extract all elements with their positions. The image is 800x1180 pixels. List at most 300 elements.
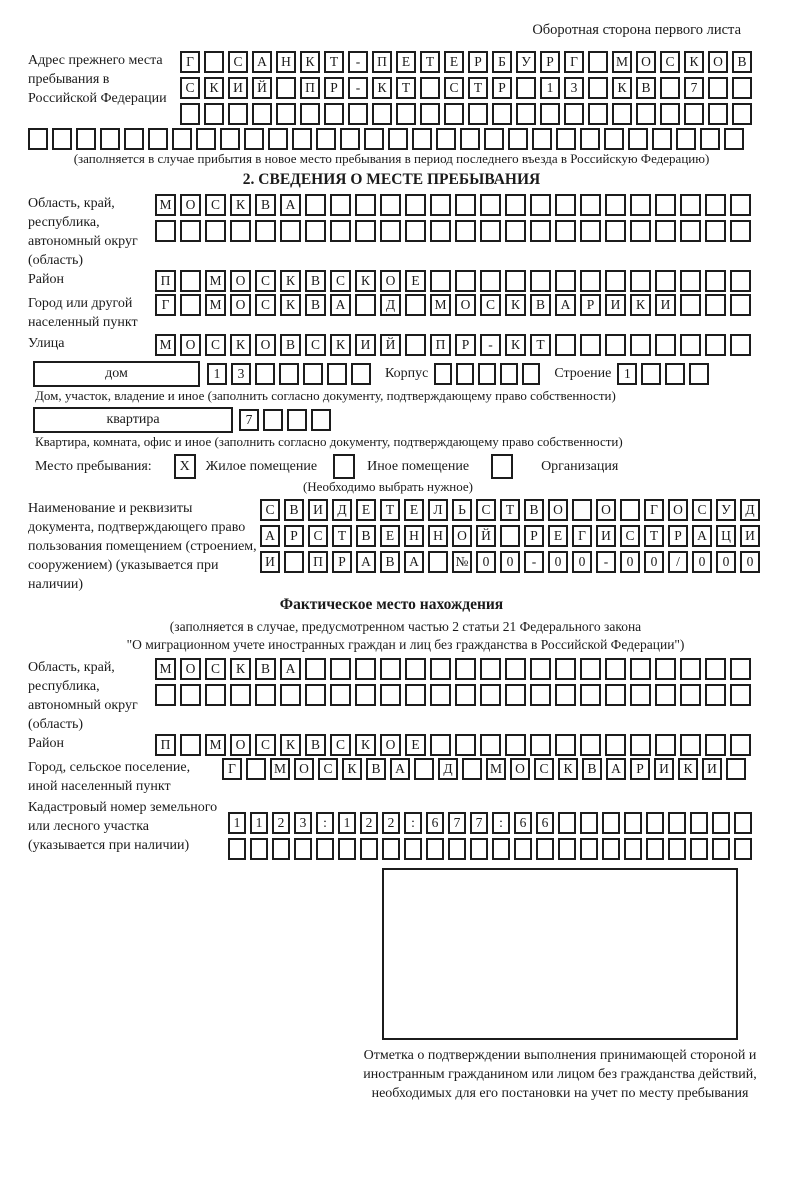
char-cell bbox=[311, 409, 331, 431]
char-cell bbox=[412, 128, 432, 150]
char-cell: Р bbox=[455, 334, 476, 356]
char-cell: С bbox=[476, 499, 496, 521]
fact-rayon-field bbox=[28, 734, 755, 756]
char-cell bbox=[660, 77, 680, 99]
char-cell: Ь bbox=[452, 499, 472, 521]
char-cell bbox=[500, 363, 518, 385]
char-cell: М bbox=[205, 270, 226, 292]
char-cell bbox=[505, 734, 526, 756]
char-cell bbox=[655, 220, 676, 242]
char-cell: М bbox=[612, 51, 632, 73]
char-cell: П bbox=[155, 270, 176, 292]
char-cell bbox=[220, 128, 240, 150]
char-cell bbox=[588, 103, 608, 125]
option-org-label: Организация bbox=[541, 458, 619, 474]
char-cell bbox=[605, 270, 626, 292]
char-cell bbox=[428, 551, 448, 573]
char-cell bbox=[730, 334, 751, 356]
char-cell: С bbox=[255, 734, 276, 756]
char-cell bbox=[605, 658, 626, 680]
char-cell: В bbox=[530, 294, 551, 316]
dom-box: дом bbox=[33, 361, 200, 387]
char-cell: С bbox=[255, 294, 276, 316]
oblast-field bbox=[28, 194, 755, 270]
char-cell bbox=[382, 838, 400, 860]
char-cell: 7 bbox=[684, 77, 704, 99]
char-cell: Г bbox=[644, 499, 664, 521]
char-cell: С bbox=[308, 525, 328, 547]
char-cell bbox=[300, 103, 320, 125]
char-cell bbox=[630, 684, 651, 706]
char-cell: 2 bbox=[360, 812, 378, 834]
char-cell bbox=[351, 363, 371, 385]
mesto-row bbox=[28, 454, 755, 479]
char-cell bbox=[646, 812, 664, 834]
char-cell bbox=[580, 838, 598, 860]
char-cell bbox=[646, 838, 664, 860]
char-cell bbox=[530, 194, 551, 216]
section2-title: 2. СВЕДЕНИЯ О МЕСТЕ ПРЕБЫВАНИЯ bbox=[242, 171, 541, 188]
char-cell bbox=[100, 128, 120, 150]
char-cell bbox=[434, 363, 452, 385]
char-cell: М bbox=[155, 334, 176, 356]
char-cell: В bbox=[366, 758, 386, 780]
char-cell bbox=[580, 684, 601, 706]
char-cell: М bbox=[270, 758, 290, 780]
char-cell: С bbox=[205, 194, 226, 216]
char-cell bbox=[605, 220, 626, 242]
char-cell bbox=[705, 658, 726, 680]
char-cell: 7 bbox=[448, 812, 466, 834]
char-cell: Е bbox=[444, 51, 464, 73]
char-cell bbox=[396, 103, 416, 125]
char-cell: 6 bbox=[514, 812, 532, 834]
fact-gorod-row bbox=[222, 758, 746, 780]
char-cell bbox=[605, 684, 626, 706]
char-cell: И bbox=[260, 551, 280, 573]
char-cell bbox=[530, 658, 551, 680]
char-cell: : bbox=[404, 812, 422, 834]
char-cell: - bbox=[480, 334, 501, 356]
prev-address-rows bbox=[180, 51, 752, 125]
char-cell bbox=[250, 838, 268, 860]
dom-cells bbox=[207, 363, 371, 385]
char-cell: Р bbox=[332, 551, 352, 573]
char-cell bbox=[712, 838, 730, 860]
kvartira-box: квартира bbox=[33, 407, 233, 433]
char-cell: И bbox=[228, 77, 248, 99]
kadastr-row-2 bbox=[228, 838, 752, 860]
char-cell bbox=[426, 838, 444, 860]
char-cell bbox=[364, 128, 384, 150]
char-cell bbox=[536, 838, 554, 860]
char-cell bbox=[420, 77, 440, 99]
char-cell: С bbox=[255, 270, 276, 292]
char-cell: Л bbox=[428, 499, 448, 521]
char-cell bbox=[430, 194, 451, 216]
char-cell bbox=[255, 684, 276, 706]
char-cell: И bbox=[355, 334, 376, 356]
char-cell: Т bbox=[396, 77, 416, 99]
char-cell bbox=[558, 812, 576, 834]
char-cell bbox=[505, 684, 526, 706]
char-cell: С bbox=[205, 658, 226, 680]
char-cell: С bbox=[260, 499, 280, 521]
char-cell bbox=[730, 194, 751, 216]
char-cell: Т bbox=[380, 499, 400, 521]
kadastr-label: Кадастровый номер земельного или лесного участка (указывается при наличии) bbox=[28, 800, 218, 853]
char-cell bbox=[330, 220, 351, 242]
doc-rows bbox=[260, 499, 760, 573]
char-cell: Е bbox=[380, 525, 400, 547]
char-cell: Р bbox=[284, 525, 304, 547]
char-cell bbox=[180, 270, 201, 292]
char-cell bbox=[430, 684, 451, 706]
char-cell: О bbox=[380, 734, 401, 756]
char-cell bbox=[690, 812, 708, 834]
char-cell: 0 bbox=[500, 551, 520, 573]
char-cell bbox=[456, 363, 474, 385]
char-cell bbox=[380, 194, 401, 216]
fact-rayon-row bbox=[155, 734, 751, 756]
char-cell: К bbox=[372, 77, 392, 99]
char-cell bbox=[272, 838, 290, 860]
char-cell bbox=[680, 734, 701, 756]
char-cell bbox=[580, 194, 601, 216]
char-cell bbox=[380, 658, 401, 680]
char-cell: 0 bbox=[572, 551, 592, 573]
char-cell bbox=[572, 499, 592, 521]
prev-address-note: (заполняется в случае прибытия в новое место пребывания в период последнего въезда в Российскую Федерацию) bbox=[73, 151, 710, 166]
char-cell bbox=[246, 758, 266, 780]
prev-address-label: Адрес прежнего места пребывания в Российской Федерации bbox=[28, 53, 167, 106]
char-cell: К bbox=[684, 51, 704, 73]
char-cell: А bbox=[280, 658, 301, 680]
char-cell bbox=[705, 294, 726, 316]
char-cell bbox=[655, 334, 676, 356]
checkbox-org bbox=[491, 454, 513, 479]
fact-oblast-row-1 bbox=[155, 658, 751, 680]
char-cell bbox=[605, 194, 626, 216]
char-cell: 2 bbox=[272, 812, 290, 834]
doc-field bbox=[28, 499, 755, 594]
prev-address-row-4 bbox=[28, 128, 755, 150]
char-cell bbox=[172, 128, 192, 150]
char-cell: 0 bbox=[644, 551, 664, 573]
char-cell: О bbox=[452, 525, 472, 547]
char-cell bbox=[330, 194, 351, 216]
fact-oblast-field bbox=[28, 658, 755, 734]
mesto-note: (Необходимо выбрать нужное) bbox=[302, 479, 474, 494]
char-cell: Е bbox=[548, 525, 568, 547]
kvartira-cells bbox=[239, 409, 331, 431]
char-cell bbox=[705, 270, 726, 292]
char-cell: Р bbox=[492, 77, 512, 99]
char-cell bbox=[676, 128, 696, 150]
fact-title: Фактическое место нахождения bbox=[279, 596, 504, 613]
char-cell: 0 bbox=[716, 551, 736, 573]
char-cell: В bbox=[284, 499, 304, 521]
char-cell bbox=[380, 684, 401, 706]
char-cell bbox=[455, 734, 476, 756]
char-cell: Р bbox=[580, 294, 601, 316]
char-cell bbox=[430, 270, 451, 292]
char-cell: В bbox=[380, 551, 400, 573]
ulitsa-label: Улица bbox=[28, 336, 65, 351]
rayon-field bbox=[28, 270, 755, 292]
char-cell bbox=[205, 220, 226, 242]
char-cell: В bbox=[636, 77, 656, 99]
char-cell: В bbox=[356, 525, 376, 547]
stroenie-label: Строение bbox=[554, 366, 612, 381]
char-cell bbox=[555, 194, 576, 216]
char-cell: С bbox=[305, 334, 326, 356]
char-cell: Т bbox=[324, 51, 344, 73]
char-cell bbox=[380, 220, 401, 242]
kvartira-note: Квартира, комната, офис и иное (заполнить согласно документу, подтверждающему право собственности) bbox=[35, 434, 623, 449]
char-cell: Д bbox=[332, 499, 352, 521]
char-cell: А bbox=[280, 194, 301, 216]
char-cell: А bbox=[356, 551, 376, 573]
char-cell bbox=[404, 838, 422, 860]
char-cell bbox=[455, 684, 476, 706]
char-cell bbox=[180, 220, 201, 242]
char-cell: 6 bbox=[536, 812, 554, 834]
char-cell: А bbox=[260, 525, 280, 547]
char-cell bbox=[655, 734, 676, 756]
char-cell bbox=[514, 838, 532, 860]
ulitsa-field bbox=[28, 334, 755, 356]
char-cell: А bbox=[606, 758, 626, 780]
char-cell: И bbox=[308, 499, 328, 521]
char-cell bbox=[263, 409, 283, 431]
char-cell: Н bbox=[428, 525, 448, 547]
char-cell bbox=[462, 758, 482, 780]
char-cell bbox=[255, 220, 276, 242]
char-cell bbox=[480, 734, 501, 756]
char-cell: Д bbox=[740, 499, 760, 521]
char-cell bbox=[641, 363, 661, 385]
char-cell bbox=[155, 684, 176, 706]
char-cell bbox=[555, 658, 576, 680]
rayon-label: Район bbox=[28, 272, 64, 287]
char-cell bbox=[28, 128, 48, 150]
char-cell bbox=[708, 77, 728, 99]
char-cell bbox=[605, 334, 626, 356]
char-cell bbox=[305, 194, 326, 216]
char-cell bbox=[630, 334, 651, 356]
char-cell: О bbox=[596, 499, 616, 521]
char-cell bbox=[530, 270, 551, 292]
char-cell bbox=[303, 363, 323, 385]
char-cell bbox=[630, 194, 651, 216]
char-cell: К bbox=[342, 758, 362, 780]
char-cell bbox=[280, 220, 301, 242]
char-cell bbox=[252, 103, 272, 125]
char-cell bbox=[680, 270, 701, 292]
char-cell bbox=[665, 363, 685, 385]
char-cell bbox=[205, 684, 226, 706]
char-cell bbox=[680, 684, 701, 706]
char-cell bbox=[430, 220, 451, 242]
char-cell bbox=[730, 220, 751, 242]
option-zhiloe-label: Жилое помещение bbox=[205, 458, 318, 474]
char-cell: К bbox=[355, 270, 376, 292]
char-cell: К bbox=[355, 734, 376, 756]
char-cell bbox=[605, 734, 626, 756]
char-cell: 1 bbox=[540, 77, 560, 99]
char-cell bbox=[624, 812, 642, 834]
doc-row-1 bbox=[260, 499, 760, 521]
char-cell: 7 bbox=[470, 812, 488, 834]
fact-oblast-row-2 bbox=[155, 684, 751, 706]
fact-gorod-field bbox=[28, 758, 755, 796]
gorod-label: Город или другой населенный пункт bbox=[28, 296, 138, 330]
char-cell: Й bbox=[476, 525, 496, 547]
char-cell bbox=[636, 103, 656, 125]
char-cell bbox=[305, 658, 326, 680]
char-cell: № bbox=[452, 551, 472, 573]
char-cell: 2 bbox=[382, 812, 400, 834]
char-cell bbox=[52, 128, 72, 150]
char-cell: С bbox=[330, 734, 351, 756]
char-cell bbox=[668, 838, 686, 860]
char-cell: К bbox=[280, 734, 301, 756]
char-cell bbox=[530, 684, 551, 706]
char-cell bbox=[555, 220, 576, 242]
char-cell: Р bbox=[668, 525, 688, 547]
char-cell: И bbox=[654, 758, 674, 780]
char-cell bbox=[204, 51, 224, 73]
kadastr-rows bbox=[228, 812, 752, 860]
char-cell bbox=[180, 294, 201, 316]
char-cell: П bbox=[300, 77, 320, 99]
char-cell bbox=[228, 838, 246, 860]
char-cell bbox=[505, 658, 526, 680]
char-cell bbox=[460, 128, 480, 150]
char-cell: О bbox=[230, 270, 251, 292]
char-cell bbox=[724, 128, 744, 150]
char-cell: : bbox=[316, 812, 334, 834]
char-cell bbox=[405, 294, 426, 316]
char-cell bbox=[500, 525, 520, 547]
char-cell: А bbox=[404, 551, 424, 573]
gorod-field bbox=[28, 294, 755, 332]
char-cell bbox=[522, 363, 540, 385]
char-cell bbox=[700, 128, 720, 150]
char-cell bbox=[655, 684, 676, 706]
char-cell bbox=[430, 734, 451, 756]
char-cell bbox=[730, 658, 751, 680]
fact-note-line1: (заполняется в случае, предусмотренном частью 2 статьи 21 Федерального закона bbox=[169, 619, 642, 634]
char-cell: К bbox=[330, 334, 351, 356]
char-cell: К bbox=[204, 77, 224, 99]
char-cell: П bbox=[430, 334, 451, 356]
rayon-row bbox=[155, 270, 751, 292]
char-cell: С bbox=[692, 499, 712, 521]
char-cell: М bbox=[155, 194, 176, 216]
char-cell bbox=[630, 220, 651, 242]
char-cell: Й bbox=[380, 334, 401, 356]
fact-rayon-label: Район bbox=[28, 736, 64, 751]
oblast-rows bbox=[155, 194, 751, 242]
char-cell bbox=[604, 128, 624, 150]
char-cell bbox=[324, 103, 344, 125]
char-cell bbox=[230, 220, 251, 242]
char-cell bbox=[508, 128, 528, 150]
char-cell: Р bbox=[540, 51, 560, 73]
char-cell: Г bbox=[180, 51, 200, 73]
stamp-box bbox=[382, 868, 738, 1040]
fact-oblast-label: Область, край, республика, автономный округ (область) bbox=[28, 660, 138, 732]
char-cell bbox=[516, 77, 536, 99]
char-cell bbox=[505, 270, 526, 292]
char-cell: С bbox=[330, 270, 351, 292]
prev-address-field bbox=[28, 51, 755, 125]
char-cell bbox=[540, 103, 560, 125]
char-cell bbox=[305, 684, 326, 706]
char-cell: К bbox=[280, 294, 301, 316]
char-cell: Д bbox=[438, 758, 458, 780]
char-cell: К bbox=[230, 194, 251, 216]
oblast-row-2 bbox=[155, 220, 751, 242]
char-cell: - bbox=[348, 51, 368, 73]
char-cell bbox=[355, 684, 376, 706]
char-cell: 1 bbox=[338, 812, 356, 834]
char-cell bbox=[630, 734, 651, 756]
char-cell bbox=[705, 684, 726, 706]
char-cell bbox=[276, 77, 296, 99]
char-cell: В bbox=[280, 334, 301, 356]
char-cell bbox=[612, 103, 632, 125]
char-cell bbox=[405, 220, 426, 242]
char-cell: С bbox=[620, 525, 640, 547]
char-cell: К bbox=[630, 294, 651, 316]
char-cell bbox=[602, 812, 620, 834]
char-cell bbox=[255, 363, 275, 385]
char-cell bbox=[124, 128, 144, 150]
char-cell bbox=[330, 684, 351, 706]
char-cell: М bbox=[430, 294, 451, 316]
fact-gorod-label: Город, сельское поселение, иной населенный пункт bbox=[28, 760, 191, 794]
char-cell: 3 bbox=[231, 363, 251, 385]
stamp-area bbox=[345, 868, 775, 1103]
char-cell bbox=[732, 77, 752, 99]
page-header: Оборотная сторона первого листа bbox=[532, 22, 741, 38]
oblast-row-1 bbox=[155, 194, 751, 216]
dom-note: Дом, участок, владение и иное (заполнить согласно документу, подтверждающему право собственности) bbox=[35, 388, 616, 403]
char-cell bbox=[680, 658, 701, 680]
char-cell: В bbox=[255, 194, 276, 216]
char-cell: О bbox=[380, 270, 401, 292]
char-cell bbox=[705, 194, 726, 216]
char-cell: С bbox=[444, 77, 464, 99]
char-cell bbox=[180, 103, 200, 125]
char-cell bbox=[680, 194, 701, 216]
char-cell: О bbox=[230, 734, 251, 756]
char-cell: Г bbox=[222, 758, 242, 780]
char-cell: С bbox=[480, 294, 501, 316]
char-cell: М bbox=[486, 758, 506, 780]
char-cell: О bbox=[548, 499, 568, 521]
char-cell: И bbox=[702, 758, 722, 780]
char-cell bbox=[480, 684, 501, 706]
char-cell bbox=[244, 128, 264, 150]
char-cell: Т bbox=[500, 499, 520, 521]
char-cell bbox=[436, 128, 456, 150]
char-cell bbox=[420, 103, 440, 125]
char-cell bbox=[620, 499, 640, 521]
